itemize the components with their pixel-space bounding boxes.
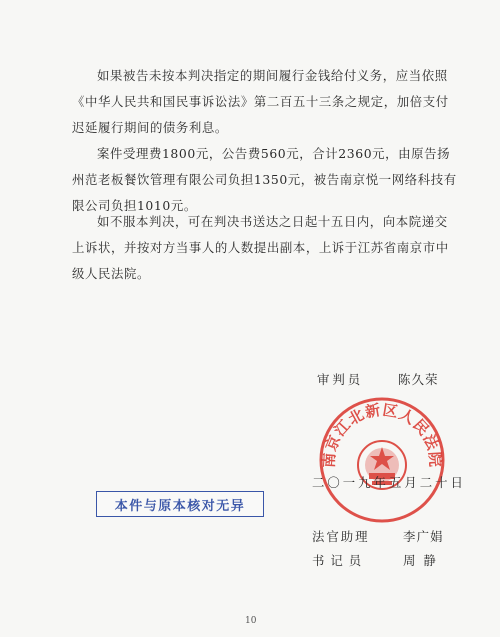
page-number: 10 (245, 616, 257, 626)
copy-verified-stamp: 本件与原本核对无异 (96, 491, 264, 517)
judgment-date: 二〇一九年五月二十日 (312, 475, 466, 490)
paragraph-interest: 如果被告未按本判决指定的期间履行金钱给付义务，应当依照《中华人民共和国民事诉讼法》第二百五十三条之规定，加倍支付迟延履行期间的债务利息。 (72, 68, 449, 135)
paragraph-fees: 案件受理费1800元，公告费560元，合计2360元，由原告扬州范老板餐饮管理有限公司负担1350元，被告南京悦一网络科技有限公司负担1010元。 (72, 146, 457, 213)
judge-name: 陈久荣 (398, 372, 439, 387)
paragraph-appeal: 如不服本判决，可在判决书送达之日起十五日内，向本院递交上诉状，并按对方当事人的人数提出副本，上诉于江苏省南京市中级人民法院。 (72, 214, 449, 281)
judge-role: 审判员 (317, 372, 364, 387)
assistant-role: 法官助理 (312, 529, 370, 544)
clerk-name: 周静 (403, 553, 444, 568)
clerk-role: 书记员 (312, 553, 368, 568)
assistant-name: 李广娟 (403, 529, 444, 544)
seal-text: 南京江北新区人民法院 (319, 400, 445, 469)
court-seal (317, 395, 447, 525)
